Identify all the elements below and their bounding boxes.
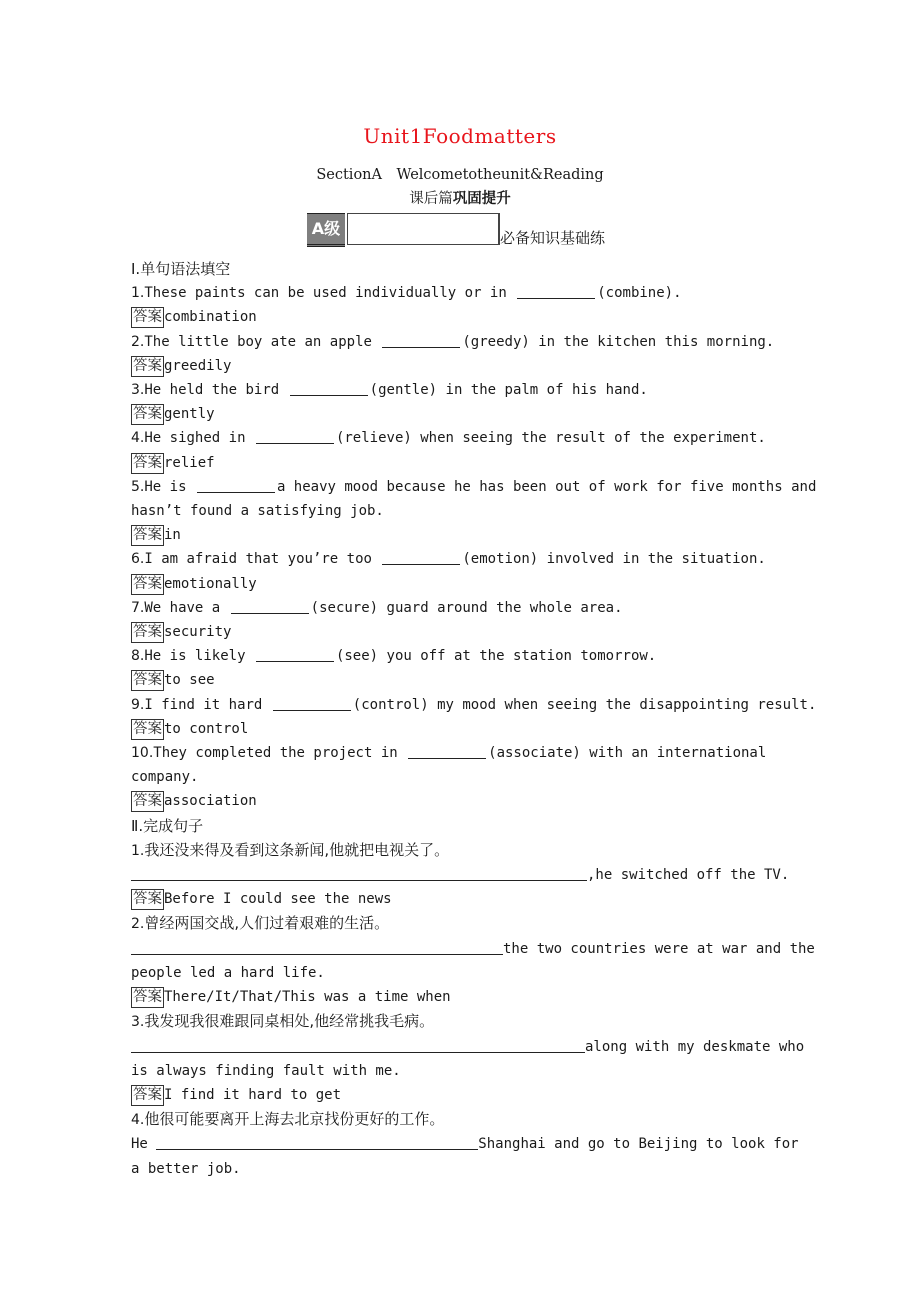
answer-line bbox=[131, 887, 791, 911]
answer-text: combination bbox=[164, 309, 257, 326]
chinese-sentence: 曾经两国交战,人们过着艰难的生活。 bbox=[144, 914, 390, 933]
subtitle-prefix: 课后篇 bbox=[409, 191, 453, 207]
completion-line bbox=[131, 937, 815, 961]
answer-line bbox=[131, 668, 791, 692]
sentence-text: ,he switched off the TV. bbox=[587, 867, 790, 884]
question-text: He is likely bbox=[144, 648, 254, 665]
question-text: He held the bird bbox=[144, 382, 288, 399]
sentence-continuation: people led a hard life. bbox=[131, 964, 325, 981]
question-text: These paints can be used individually or in bbox=[144, 285, 516, 302]
part2-heading: Ⅱ.完成句子 bbox=[131, 816, 204, 835]
question-text: They completed the project in bbox=[153, 745, 407, 762]
answer-tag: 答案 bbox=[131, 987, 164, 1008]
page-title: Unit1Foodmatters bbox=[363, 124, 557, 148]
question-text: (greedy) in the kitchen this morning. bbox=[462, 333, 775, 350]
chinese-sentence: 我还没来得及看到这条新闻,他就把电视关了。 bbox=[144, 840, 450, 859]
sentence-prefix: He bbox=[131, 1136, 157, 1153]
answer-tag: 答案 bbox=[131, 791, 164, 812]
answer-tag: 答案 bbox=[131, 307, 164, 328]
answer-tag: 答案 bbox=[131, 889, 164, 910]
answer-blank[interactable] bbox=[408, 743, 486, 759]
answer-line bbox=[131, 402, 791, 426]
question-number: 2. bbox=[131, 916, 145, 933]
question-line bbox=[131, 644, 791, 668]
question-continuation: company. bbox=[131, 769, 199, 786]
answer-blank[interactable] bbox=[131, 865, 587, 881]
level-box bbox=[347, 213, 500, 245]
answer-text: greedily bbox=[164, 357, 232, 374]
question-line bbox=[131, 547, 791, 571]
answer-tag: 答案 bbox=[131, 453, 164, 474]
answer-text: Before I could see the news bbox=[164, 891, 392, 908]
sentence-continuation: is always finding fault with me. bbox=[131, 1062, 401, 1079]
answer-text: association bbox=[164, 793, 257, 810]
sentence-continuation: a better job. bbox=[131, 1160, 241, 1177]
answer-blank[interactable] bbox=[256, 646, 334, 662]
translation-prompt bbox=[131, 838, 791, 863]
answer-blank[interactable] bbox=[256, 428, 334, 444]
answer-text: There/It/That/This was a time when bbox=[164, 989, 451, 1006]
answer-tag: 答案 bbox=[131, 622, 164, 643]
level-badge: A级 bbox=[307, 213, 345, 247]
answer-line bbox=[131, 717, 791, 741]
question-text: (combine). bbox=[597, 285, 682, 302]
question-number: 4. bbox=[131, 430, 145, 447]
sentence-text: the two countries were at war and the bbox=[503, 940, 815, 957]
question-text: The little boy ate an apple bbox=[144, 333, 381, 350]
question-text: a heavy mood because he has been out of work for five months and bbox=[276, 478, 817, 495]
part1-list bbox=[131, 281, 817, 813]
answer-text: I find it hard to get bbox=[164, 1086, 342, 1103]
part1-heading: Ⅰ.单句语法填空 bbox=[131, 260, 231, 278]
question-line bbox=[131, 378, 791, 402]
question-text: He is bbox=[144, 478, 195, 495]
question-number: 3. bbox=[131, 1014, 145, 1031]
question-text: We have a bbox=[144, 599, 229, 616]
subtitle-bold: 巩固提升 bbox=[452, 191, 511, 207]
question-number: 5. bbox=[131, 478, 145, 495]
question-text: (emotion) involved in the situation. bbox=[462, 551, 766, 568]
question-text: I find it hard bbox=[144, 696, 271, 713]
answer-text: in bbox=[164, 527, 181, 544]
translation-prompt bbox=[131, 1107, 791, 1132]
question-line bbox=[131, 693, 817, 717]
answer-blank[interactable] bbox=[131, 939, 503, 955]
question-line bbox=[131, 330, 791, 354]
answer-line bbox=[131, 451, 791, 475]
answer-text: security bbox=[164, 624, 232, 641]
question-continuation: hasn’t found a satisfying job. bbox=[131, 503, 384, 520]
answer-text: gently bbox=[164, 406, 215, 423]
question-number: 1. bbox=[131, 842, 145, 859]
answer-tag: 答案 bbox=[131, 404, 164, 425]
answer-blank[interactable] bbox=[517, 283, 595, 299]
sentence-text: Shanghai and go to Beijing to look for bbox=[478, 1136, 799, 1153]
answer-line bbox=[131, 305, 791, 329]
answer-tag: 答案 bbox=[131, 1085, 164, 1106]
answer-line bbox=[131, 1083, 791, 1107]
answer-text: to control bbox=[164, 720, 249, 737]
answer-line bbox=[131, 789, 791, 813]
answer-blank[interactable] bbox=[273, 695, 351, 711]
chinese-sentence: 他很可能要离开上海去北京找份更好的工作。 bbox=[144, 1110, 445, 1129]
answer-tag: 答案 bbox=[131, 670, 164, 691]
exercise-content bbox=[131, 257, 817, 1181]
question-text: (relieve) when seeing the result of the experiment. bbox=[335, 430, 766, 447]
question-text: (gentle) in the palm of his hand. bbox=[369, 382, 648, 399]
translation-prompt bbox=[131, 911, 791, 936]
answer-text: to see bbox=[164, 672, 215, 689]
question-line bbox=[131, 475, 817, 499]
question-line bbox=[131, 281, 791, 305]
question-text: (control) my mood when seeing the disappointing result. bbox=[352, 696, 817, 713]
question-text: (secure) guard around the whole area. bbox=[310, 599, 623, 616]
exercise-subtitle bbox=[0, 187, 920, 208]
question-number: 8. bbox=[131, 648, 145, 665]
question-text: (see) you off at the station tomorrow. bbox=[335, 648, 657, 665]
question-number: 1. bbox=[131, 285, 145, 302]
answer-blank[interactable] bbox=[197, 477, 275, 493]
question-text: (associate) with an international bbox=[488, 745, 767, 762]
completion-line bbox=[131, 1035, 805, 1059]
chinese-sentence: 我发现我很难跟同桌相处,他经常挑我毛病。 bbox=[144, 1012, 435, 1031]
question-line bbox=[131, 426, 791, 450]
answer-tag: 答案 bbox=[131, 574, 164, 595]
translation-prompt bbox=[131, 1009, 791, 1034]
question-text: He sighed in bbox=[144, 430, 254, 447]
answer-blank[interactable] bbox=[382, 332, 460, 348]
section-subtitle: SectionA Welcometotheunit&Reading bbox=[316, 167, 604, 183]
question-number: 4. bbox=[131, 1112, 145, 1129]
part2-list bbox=[131, 838, 815, 1181]
answer-line bbox=[131, 354, 791, 378]
answer-blank[interactable] bbox=[231, 598, 309, 614]
completion-line bbox=[131, 863, 791, 887]
answer-blank[interactable] bbox=[131, 1037, 585, 1053]
answer-line bbox=[131, 523, 791, 547]
answer-blank[interactable] bbox=[290, 380, 368, 396]
answer-tag: 答案 bbox=[131, 356, 164, 377]
question-line bbox=[131, 741, 791, 765]
question-number: 10. bbox=[131, 745, 154, 762]
sentence-text: along with my deskmate who bbox=[585, 1038, 805, 1055]
question-number: 6. bbox=[131, 551, 145, 568]
level-label: 必备知识基础练 bbox=[500, 229, 606, 247]
question-number: 9. bbox=[131, 696, 145, 713]
answer-blank[interactable] bbox=[382, 549, 460, 565]
answer-tag: 答案 bbox=[131, 719, 164, 740]
answer-text: relief bbox=[164, 454, 215, 471]
answer-blank[interactable] bbox=[156, 1134, 478, 1150]
answer-line bbox=[131, 985, 791, 1009]
question-text: I am afraid that you’re too bbox=[144, 551, 381, 568]
completion-line bbox=[131, 1132, 799, 1156]
question-number: 7. bbox=[131, 599, 145, 616]
question-number: 2. bbox=[131, 333, 145, 350]
answer-text: emotionally bbox=[164, 575, 257, 592]
answer-tag: 答案 bbox=[131, 525, 164, 546]
answer-line bbox=[131, 572, 791, 596]
answer-line bbox=[131, 620, 791, 644]
question-line bbox=[131, 596, 791, 620]
question-number: 3. bbox=[131, 382, 145, 399]
